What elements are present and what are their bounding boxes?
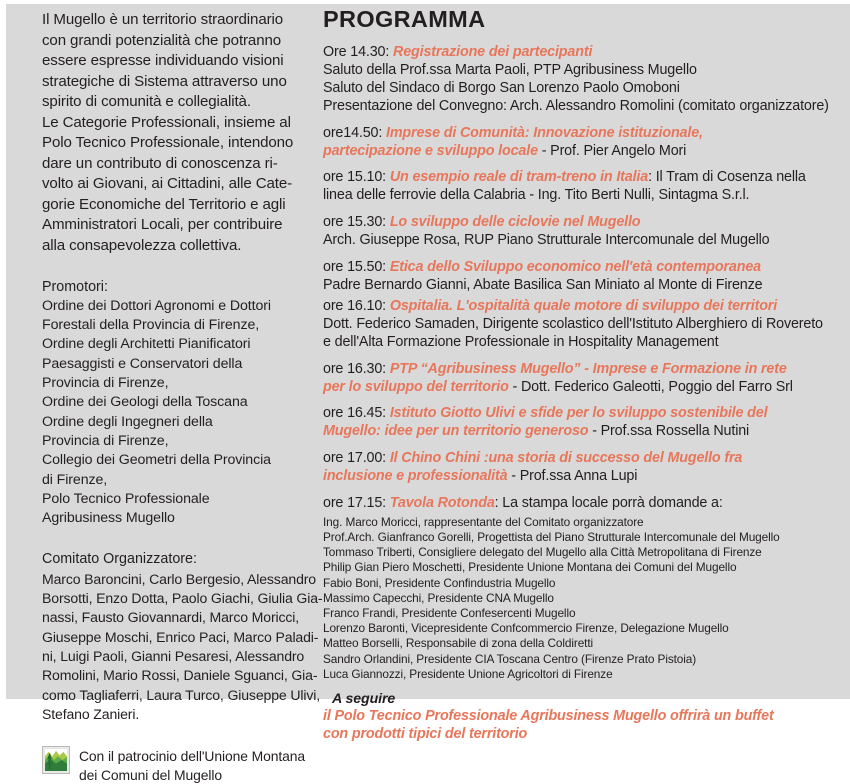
program-entry-line	[323, 297, 842, 315]
program-entry-line	[323, 213, 842, 231]
program-entry-line	[323, 276, 842, 294]
session-detail: ore 16.30:	[323, 360, 390, 377]
program-entry-line	[323, 422, 842, 440]
program-entry-line	[323, 315, 842, 333]
text-line: Provincia di Firenze,	[42, 375, 169, 392]
comitato-list	[42, 570, 323, 725]
session-detail: Saluto della Prof.ssa Marta Paoli, PTP Agribusiness Mugello	[323, 61, 697, 78]
text-line: gorie Economiche del Territorio e agli	[42, 195, 286, 213]
session-detail: ore 16.45:	[323, 405, 390, 422]
session-detail: - Dott. Federico Galeotti, Poggio del Farro Srl	[508, 378, 793, 395]
session-title: Imprese di Comunità: Innovazione istituzionale,	[386, 124, 703, 141]
program-entry-line	[323, 61, 842, 79]
text-line: Giuseppe Moschi, Enrico Paci, Marco Paladi-	[42, 628, 319, 645]
session-detail: : Il Tram di Cosenza nella	[648, 169, 806, 186]
program-entry	[323, 360, 842, 396]
session-detail: Saluto del Sindaco di Borgo San Lorenzo Paolo Omoboni	[323, 79, 680, 96]
session-detail: ore 17.15:	[323, 494, 390, 511]
text-line: Ordine dei Geologi della Toscana	[42, 394, 248, 411]
text-line: di Firenze,	[42, 471, 108, 488]
text-line: dare un contributo di conoscenza ri-	[42, 154, 278, 172]
text-line: Polo Tecnico Professionale, intendono	[42, 134, 294, 152]
text-line: Marco Baroncini, Carlo Bergesio, Alessandro	[42, 570, 316, 587]
text-line: Philip Gian Piero Moschetti, Presidente Unione Montana dei Comuni del Mugello	[323, 560, 737, 575]
mountain-forest-icon	[42, 746, 70, 774]
text-line: dei Comuni del Mugello	[79, 766, 222, 783]
session-title: Registrazione dei partecipanti	[393, 43, 593, 60]
program-entry-line	[323, 142, 842, 160]
program-entry-line	[323, 258, 842, 276]
text-line: Stefano Zanieri.	[42, 706, 140, 723]
text-line: Tommaso Triberti, Consigliere delegato del Mugello alla Città Metropolitana di Firenze	[323, 545, 762, 560]
session-detail: ore 15.50:	[323, 258, 390, 275]
program-entry	[323, 124, 842, 160]
text-line: Ordine degli Ingegneri della	[42, 413, 213, 430]
session-title: PTP “Agribusiness Mugello” - Imprese e Formazione in rete	[389, 360, 787, 377]
text-line: Ing. Marco Moricci, rappresentante del Comitato organizzatore	[323, 514, 644, 529]
closing-text	[323, 708, 842, 744]
text-line: essere espresse individuando visioni	[42, 52, 284, 70]
text-line: Franco Frandi, Presidente Confesercenti Mugello	[323, 605, 576, 620]
comitato-title: Comitato Organizzatore:	[42, 551, 197, 568]
left-column	[6, 4, 323, 783]
session-detail: Padre Bernardo Gianni, Abate Basilica San Miniato al Monte di Firenze	[323, 276, 763, 293]
session-title: partecipazione e sviluppo locale	[323, 142, 538, 159]
text-line: Massimo Capecchi, Presidente CNA Mugello	[323, 590, 554, 605]
session-detail: ore 15.30:	[323, 213, 390, 230]
session-detail: Presentazione del Convegno: Arch. Alessandro Romolini (comitato organizzatore)	[323, 97, 829, 114]
session-detail: : La stampa locale porrà domande a:	[494, 494, 723, 511]
session-title: Ospitalia. L'ospitalità quale motore di sviluppo dei territori	[389, 297, 778, 314]
session-title: Etica dello Sviluppo economico nell'età contemporanea	[389, 258, 761, 275]
program-entry-line	[323, 333, 842, 351]
program-entry-line	[323, 360, 842, 378]
program-entry	[323, 449, 842, 485]
program-entry-line	[323, 467, 842, 485]
text-line: Sandro Orlandini, Presidente CIA Toscana Centro (Firenze Prato Pistoia)	[323, 651, 697, 666]
session-detail: ore 16.10:	[323, 297, 390, 314]
text-line: il Polo Tecnico Professionale Agribusiness Mugello offrirà un buffet	[323, 708, 774, 725]
promotori-title: Promotori:	[42, 278, 108, 295]
text-line: Agribusiness Mugello	[42, 510, 175, 527]
text-line: Matteo Borselli, Responsabile di zona della Coldiretti	[323, 636, 594, 651]
promotori-section	[42, 278, 303, 529]
program-entry-line	[323, 43, 842, 61]
session-detail: Arch. Giuseppe Rosa, RUP Piano Strutturale Intercomunale del Mugello	[323, 232, 770, 249]
roundtable-participants-list	[323, 515, 842, 682]
text-line: Paesaggisti e Conservatori della	[42, 355, 243, 372]
text-line: Collegio dei Geometri della Provincia	[42, 452, 271, 469]
text-line: Lorenzo Baronti, Vicepresidente Confcommercio Firenze, Delegazione Mugello	[323, 621, 729, 636]
session-detail: ore 17.00:	[323, 449, 390, 466]
text-line: con prodotti tipici del territorio	[323, 726, 528, 743]
right-column	[317, 4, 850, 743]
text-line: Prof.Arch. Gianfranco Gorelli, Progettista del Piano Strutturale Intercomunale del Mugello	[323, 529, 780, 544]
intro-paragraph	[42, 10, 303, 257]
program-entry	[323, 258, 842, 294]
program-entry	[323, 404, 842, 440]
session-detail: Dott. Federico Samaden, Dirigente scolastico dell'Istituto Alberghiero di Rovereto	[323, 315, 823, 332]
program-entry-line	[323, 378, 842, 396]
program-entry-line	[323, 186, 842, 204]
text-line: spirito di comunità e collegialità.	[42, 93, 251, 111]
session-title: Il Chino Chini :una storia di successo del Mugello fra	[389, 449, 743, 466]
program-entry-line	[323, 97, 842, 115]
text-line: con grandi potenzialità che potranno	[42, 31, 282, 49]
session-title: Mugello: idee per un territorio generoso	[323, 423, 589, 440]
program-entries	[323, 43, 842, 512]
session-title: Tavola Rotonda	[389, 494, 495, 511]
poster-page	[6, 4, 850, 783]
session-title: Istituto Giotto Ulivi e sfide per lo sviluppo sostenibile del	[389, 405, 768, 422]
session-title: inclusione e professionalità	[323, 468, 508, 485]
program-entry-line	[323, 449, 842, 467]
session-detail: - Prof. Pier Angelo Mori	[537, 142, 687, 159]
session-detail: e dell'Alta Formazione Professionale in Hospitality Management	[323, 333, 719, 350]
program-entry-line	[323, 168, 842, 186]
session-title: Lo sviluppo delle ciclovie nel Mugello	[389, 213, 641, 230]
closing-label: A seguire	[332, 690, 396, 707]
two-column-layout	[6, 4, 850, 783]
session-detail: ore14.50:	[323, 124, 386, 141]
text-line: Ordine degli Architetti Pianificatori	[42, 336, 251, 353]
text-line: Le Categorie Professionali, insieme al	[42, 113, 291, 131]
text-line: Forestali della Provincia di Firenze,	[42, 317, 260, 334]
text-line: ni, Luigi Paoli, Gianni Pesaresi, Alessandro	[42, 648, 305, 665]
program-entry	[323, 494, 842, 512]
text-line: Amministratori Locali, per contribuire	[42, 216, 283, 234]
text-line: Ordine dei Dottori Agronomi e Dottori	[42, 297, 271, 314]
program-entry-line	[323, 79, 842, 97]
program-entry	[323, 213, 842, 249]
page-title: PROGRAMMA	[323, 6, 486, 32]
session-title: Un esempio reale di tram-treno in Italia	[389, 169, 649, 186]
session-detail: Ore 14.30:	[323, 43, 394, 60]
program-entry	[323, 168, 842, 204]
session-detail: - Prof.ssa Rossella Nutini	[588, 423, 750, 440]
session-detail: - Prof.ssa Anna Lupi	[507, 468, 638, 485]
program-entry-line	[323, 494, 842, 512]
program-entry-line	[323, 124, 842, 142]
patrocinio-block	[42, 746, 303, 784]
text-line: alla consapevolezza collettiva.	[42, 237, 242, 255]
session-detail: linea delle ferrovie della Calabria - Ing. Tito Berti Nulli, Sintagma S.r.l.	[323, 187, 750, 204]
program-entry-line	[323, 404, 842, 422]
text-line: Luca Giannozzi, Presidente Unione Agricoltori di Firenze	[323, 666, 613, 681]
text-line: Il Mugello è un territorio straordinario	[42, 11, 284, 28]
text-line: volto ai Giovani, ai Cittadini, alle Cate-	[42, 175, 292, 193]
text-line: Polo Tecnico Professionale	[42, 490, 210, 507]
text-line: Borsotti, Enzo Dotta, Paolo Giachi, Giulia Gia-	[42, 590, 323, 607]
program-entry-line	[323, 231, 842, 249]
text-line: Provincia di Firenze,	[42, 432, 169, 449]
text-line: como Tagliaferri, Laura Turco, Giuseppe Ulivi,	[42, 686, 320, 703]
text-line: strategiche di Sistema attraverso uno	[42, 72, 287, 90]
promotori-list	[42, 297, 303, 529]
program-entry	[323, 297, 842, 351]
text-line: Romolini, Mario Rossi, Daniele Sguanci, Gia-	[42, 667, 318, 684]
text-line: Fabio Boni, Presidente Confindustria Mugello	[323, 575, 556, 590]
text-line: nassi, Fausto Giovannardi, Marco Moricci,	[42, 609, 300, 626]
text-line: Con il patrocinio dell'Unione Montana	[79, 748, 305, 765]
comitato-section	[42, 550, 323, 724]
session-title: per lo sviluppo del territorio	[323, 378, 509, 395]
session-detail: ore 15.10:	[323, 169, 390, 186]
program-entry	[323, 43, 842, 115]
patrocinio-text	[79, 746, 305, 784]
